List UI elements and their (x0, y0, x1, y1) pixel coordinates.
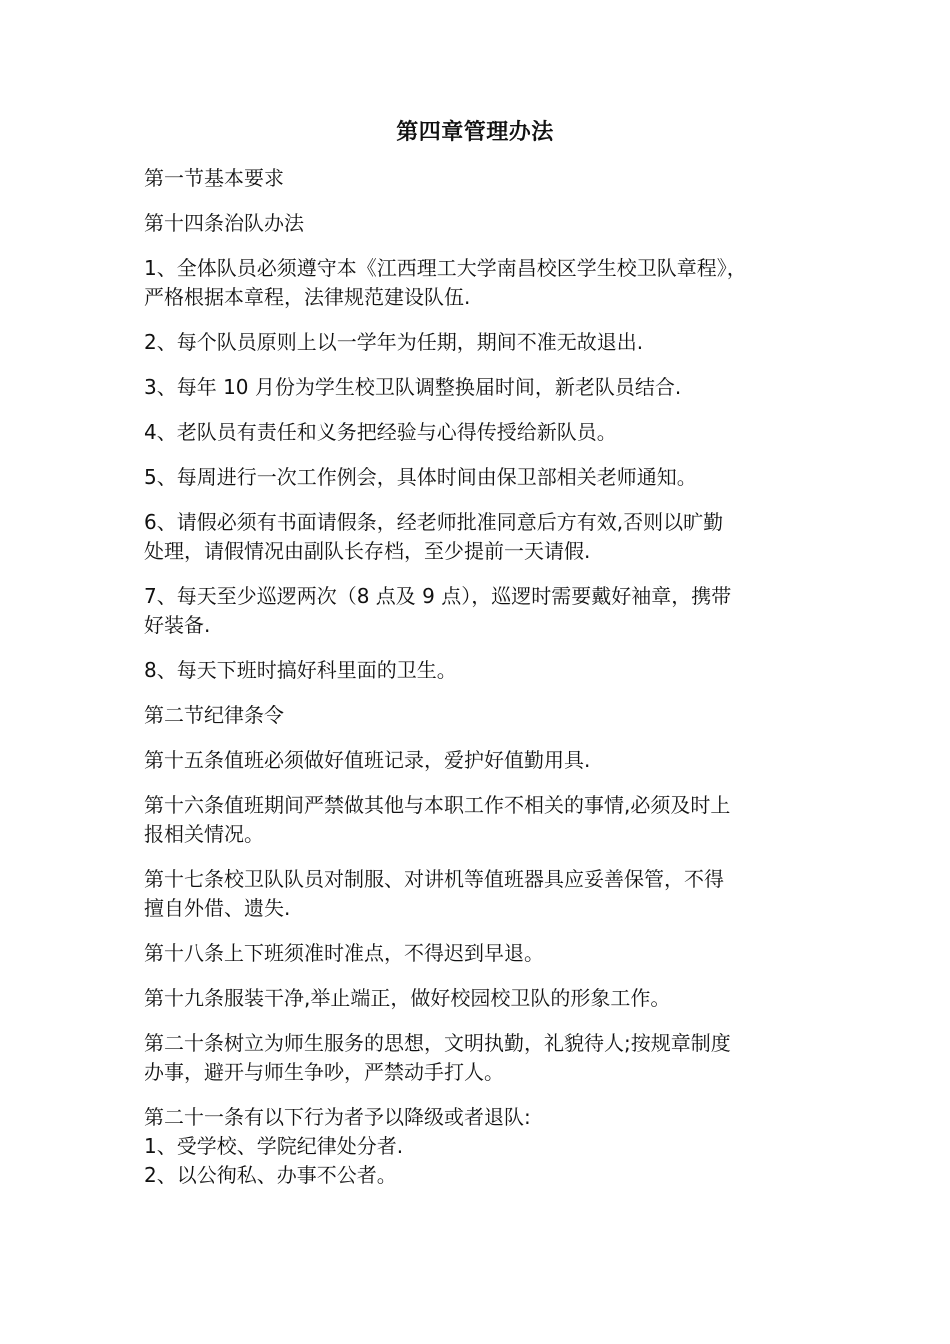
text-line: 第十六条值班期间严禁做其他与本职工作不相关的事情,必须及时上 (144, 793, 731, 817)
paragraph (144, 656, 824, 685)
paragraph (144, 1029, 824, 1087)
text-line: 1、全体队员必须遵守本《江西理工大学南昌校区学生校卫队章程》， (144, 256, 747, 280)
paragraph (144, 939, 824, 968)
text-line: 第十九条服装干净,举止端正，做好校园校卫队的形象工作。 (144, 986, 671, 1010)
paragraph (144, 209, 824, 238)
text-line: 2、以公徇私、办事不公者。 (144, 1163, 397, 1187)
text-line: 处理，请假情况由副队长存档，至少提前一天请假. (144, 539, 591, 563)
text-line: 5、每周进行一次工作例会，具体时间由保卫部相关老师通知。 (144, 465, 697, 489)
text-line: 第二十条树立为师生服务的思想，文明执勤，礼貌待人;按规章制度 (144, 1031, 731, 1055)
text-line: 3、每年 10 月份为学生校卫队调整换届时间，新老队员结合. (144, 375, 682, 399)
paragraph (144, 701, 824, 730)
paragraph (144, 254, 824, 312)
text-line: 报相关情况。 (144, 822, 264, 846)
paragraph (144, 463, 824, 492)
paragraph (144, 582, 824, 640)
paragraph (144, 328, 824, 357)
text-line: 2、每个队员原则上以一学年为任期，期间不准无故退出. (144, 330, 644, 354)
text-line: 第十八条上下班须准时准点，不得迟到早退。 (144, 941, 544, 965)
text-line: 擅自外借、遗失. (144, 896, 291, 920)
document-body (144, 164, 824, 1190)
paragraph (144, 508, 824, 566)
paragraph (144, 373, 824, 402)
text-line: 6、请假必须有书面请假条，经老师批准同意后方有效,否则以旷勤 (144, 510, 724, 534)
paragraph (144, 1103, 824, 1190)
paragraph (144, 984, 824, 1013)
text-line: 1、受学校、学院纪律处分者. (144, 1134, 404, 1158)
text-line: 7、每天至少巡逻两次（8 点及 9 点），巡逻时需要戴好袖章，携带 (144, 584, 732, 608)
paragraph (144, 164, 824, 193)
text-line: 第二十一条有以下行为者予以降级或者退队: (144, 1105, 531, 1129)
text-line: 办事，避开与师生争吵，严禁动手打人。 (144, 1060, 504, 1084)
text-line: 第十七条校卫队队员对制服、对讲机等值班器具应妥善保管，不得 (144, 867, 724, 891)
paragraph (144, 791, 824, 849)
text-line: 第一节基本要求 (144, 166, 284, 190)
text-line: 8、每天下班时搞好科里面的卫生。 (144, 658, 457, 682)
text-line: 第十四条治队办法 (144, 211, 304, 235)
text-line: 第二节纪律条令 (144, 703, 284, 727)
text-line: 好装备. (144, 613, 211, 637)
paragraph (144, 865, 824, 923)
chapter-title: 第四章管理办法 (396, 120, 554, 145)
text-line: 4、老队员有责任和义务把经验与心得传授给新队员。 (144, 420, 617, 444)
text-line: 严格根据本章程，法律规范建设队伍. (144, 285, 471, 309)
paragraph (144, 418, 824, 447)
text-line: 第十五条值班必须做好值班记录，爱护好值勤用具. (144, 748, 591, 772)
paragraph (144, 746, 824, 775)
